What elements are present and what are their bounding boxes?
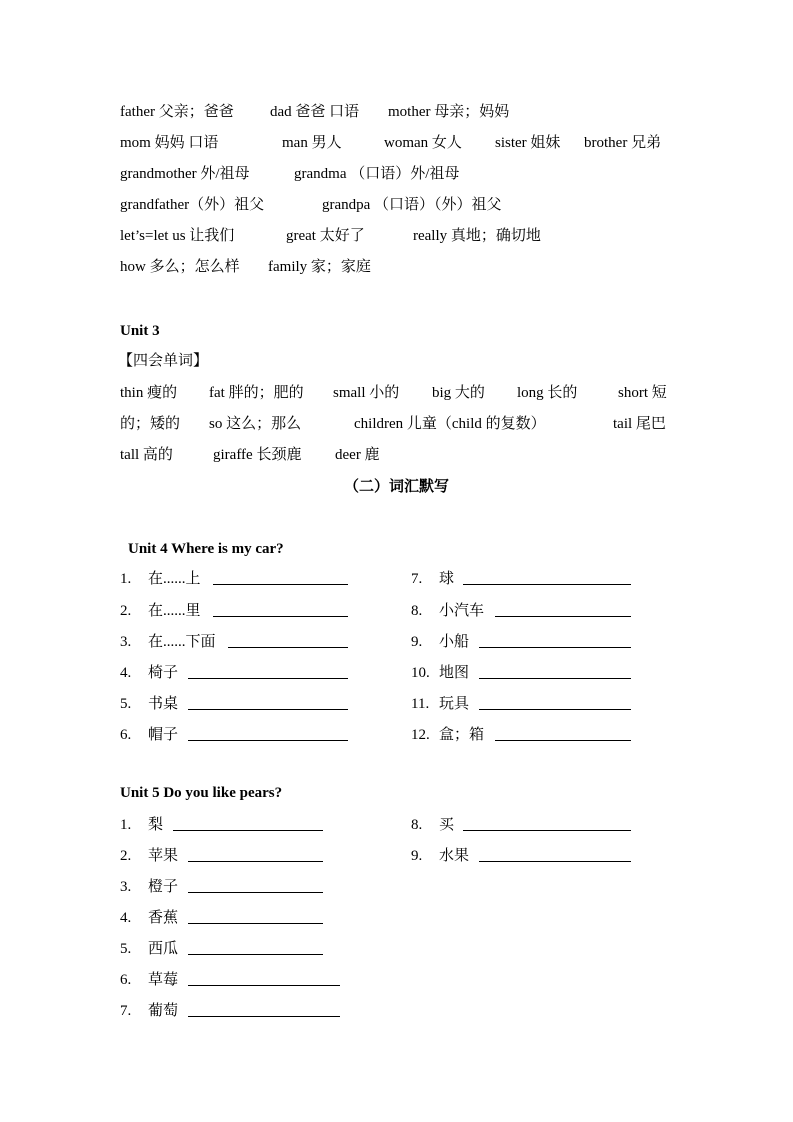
item-number: 7. (120, 1003, 132, 1019)
answer-blank[interactable] (188, 892, 323, 893)
answer-blank[interactable] (463, 584, 631, 585)
item-prompt: 橙子 (148, 879, 179, 895)
vocab-entry: family 家；家庭 (268, 259, 371, 275)
item-prompt: 盒；箱 (439, 727, 485, 743)
vocab-entry: woman 女人 (384, 135, 462, 151)
vocab-entry: children 儿童（child 的复数） (354, 416, 546, 432)
answer-blank[interactable] (213, 584, 348, 585)
vocab-entry: deer 鹿 (335, 447, 380, 463)
dictation-item (120, 968, 350, 992)
item-number: 2. (120, 603, 132, 619)
vocab-entry: tail 尾巴 (613, 416, 666, 432)
answer-blank[interactable] (228, 647, 348, 648)
dictation-item (411, 813, 636, 837)
vocab-entry: tall 高的 (120, 447, 173, 463)
vocab-entry: really 真地；确切地 (413, 228, 541, 244)
item-number: 1. (120, 571, 132, 587)
vocab-line (120, 100, 675, 124)
item-prompt: 在......上 (148, 571, 201, 587)
dictation-item (120, 692, 350, 716)
vocab-entry: 的；矮的 (120, 416, 181, 432)
vocab-entry: big 大的 (432, 385, 485, 401)
vocab-entry: sister 姐妹 (495, 135, 561, 151)
item-number: 8. (411, 603, 423, 619)
item-prompt: 香蕉 (148, 910, 179, 926)
item-prompt: 草莓 (148, 972, 179, 988)
item-prompt: 椅子 (148, 665, 179, 681)
vocab-entry: small 小的 (333, 385, 400, 401)
answer-blank[interactable] (188, 861, 323, 862)
vocab-entry: grandma （口语）外/祖母 (294, 166, 460, 182)
item-number: 4. (120, 910, 132, 926)
vocab-entry: short 短 (618, 385, 667, 401)
vocab-entry: long 长的 (517, 385, 578, 401)
item-number: 6. (120, 727, 132, 743)
vocab-entry: father 父亲；爸爸 (120, 104, 234, 120)
vocab-entry: mother 母亲；妈妈 (388, 104, 510, 120)
section-heading: （二）词汇默写 (343, 479, 449, 495)
vocab-entry: giraffe 长颈鹿 (213, 447, 302, 463)
answer-blank[interactable] (479, 678, 631, 679)
item-prompt: 书桌 (148, 696, 179, 712)
answer-blank[interactable] (495, 616, 631, 617)
vocab-entry: grandpa （口语）（外）祖父 (322, 197, 502, 213)
dictation-item (411, 692, 636, 716)
dictation-item (120, 875, 350, 899)
answer-blank[interactable] (188, 923, 323, 924)
item-prompt: 买 (439, 817, 455, 833)
item-prompt: 在......下面 (148, 634, 216, 650)
item-prompt: 西瓜 (148, 941, 179, 957)
vocab-line (120, 224, 675, 248)
dictation-item (411, 567, 636, 591)
vocab-entry: so 这么；那么 (209, 416, 302, 432)
vocab-line (120, 162, 675, 186)
answer-blank[interactable] (479, 709, 631, 710)
item-number: 3. (120, 879, 132, 895)
item-number: 6. (120, 972, 132, 988)
answer-blank[interactable] (495, 740, 631, 741)
item-number: 2. (120, 848, 132, 864)
answer-blank[interactable] (188, 954, 323, 955)
unit-title: Unit 5 Do you like pears? (120, 785, 283, 801)
vocab-line (120, 131, 675, 155)
item-prompt: 小船 (439, 634, 470, 650)
item-prompt: 在......里 (148, 603, 201, 619)
item-number: 10. (411, 665, 430, 681)
answer-blank[interactable] (188, 709, 348, 710)
dictation-item (120, 567, 350, 591)
item-prompt: 玩具 (439, 696, 470, 712)
vocab-line (120, 443, 675, 467)
dictation-item (120, 906, 350, 930)
dictation-item (120, 723, 350, 747)
vocab-line (120, 412, 675, 436)
item-prompt: 水果 (439, 848, 470, 864)
item-number: 9. (411, 634, 423, 650)
vocab-entry: fat 胖的；肥的 (209, 385, 304, 401)
answer-blank[interactable] (173, 830, 323, 831)
dictation-item (411, 844, 636, 868)
item-number: 1. (120, 817, 132, 833)
vocab-entry: great 太好了 (286, 228, 365, 244)
dictation-item (120, 999, 350, 1023)
vocab-entry: let’s=let us 让我们 (120, 228, 235, 244)
answer-blank[interactable] (463, 830, 631, 831)
item-prompt: 球 (439, 571, 455, 587)
dictation-item (120, 630, 350, 654)
vocab-entry: thin 瘦的 (120, 385, 178, 401)
vocab-entry: brother 兄弟 (584, 135, 662, 151)
vocab-entry: grandmother 外/祖母 (120, 166, 250, 182)
vocab-entry: grandfather（外）祖父 (120, 197, 265, 213)
item-prompt: 葡萄 (148, 1003, 179, 1019)
item-number: 11. (411, 696, 430, 712)
vocab-entry: man 男人 (282, 135, 342, 151)
dictation-item (120, 844, 350, 868)
vocab-entry: dad 爸爸 口语 (270, 104, 360, 120)
vocab-line (120, 255, 675, 279)
answer-blank[interactable] (479, 647, 631, 648)
dictation-item (120, 661, 350, 685)
dictation-item (120, 937, 350, 961)
vocab-line (120, 381, 675, 405)
item-prompt: 梨 (148, 817, 164, 833)
answer-blank[interactable] (188, 1016, 340, 1017)
unit-title: Unit 4 Where is my car? (128, 541, 284, 557)
answer-blank[interactable] (188, 985, 340, 986)
vocab-entry: how 多么；怎么样 (120, 259, 240, 275)
dictation-item (411, 599, 636, 623)
item-number: 3. (120, 634, 132, 650)
dictation-item (411, 723, 636, 747)
answer-blank[interactable] (188, 678, 348, 679)
vocab-entry: mom 妈妈 口语 (120, 135, 219, 151)
item-prompt: 帽子 (148, 727, 179, 743)
vocab-line (120, 193, 675, 217)
item-number: 8. (411, 817, 423, 833)
dictation-item (411, 661, 636, 685)
item-number: 9. (411, 848, 423, 864)
dictation-item (120, 599, 350, 623)
dictation-item (411, 630, 636, 654)
item-number: 5. (120, 696, 132, 712)
answer-blank[interactable] (213, 616, 348, 617)
item-prompt: 地图 (439, 665, 470, 681)
dictation-item (120, 813, 350, 837)
answer-blank[interactable] (188, 740, 348, 741)
section-subheading: 【四会单词】 (118, 353, 209, 369)
item-prompt: 苹果 (148, 848, 179, 864)
answer-blank[interactable] (479, 861, 631, 862)
item-number: 4. (120, 665, 132, 681)
unit-title: Unit 3 (120, 323, 160, 339)
item-number: 7. (411, 571, 423, 587)
item-number: 12. (411, 727, 430, 743)
item-prompt: 小汽车 (439, 603, 485, 619)
item-number: 5. (120, 941, 132, 957)
